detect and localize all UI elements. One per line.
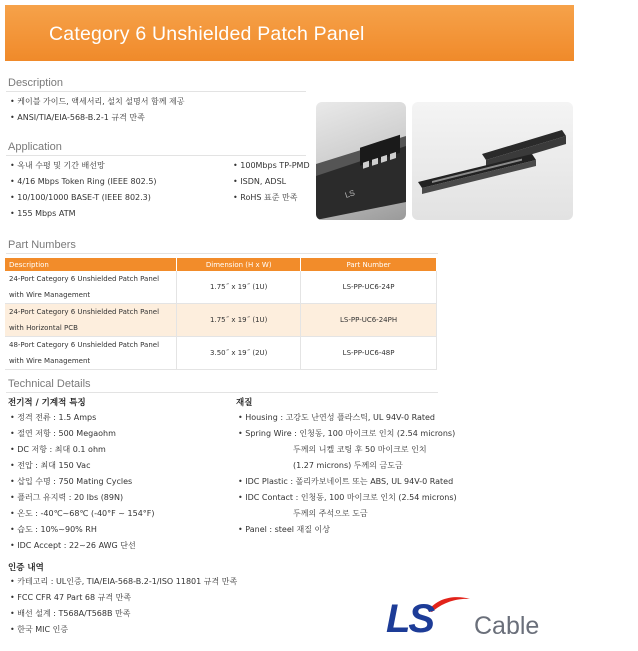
- certification-subheading: 인증 내역: [8, 563, 44, 573]
- description-line: 24-Port Category 6 Unshielded Patch Panel: [9, 308, 160, 316]
- description-line: with Wire Management: [9, 357, 91, 365]
- application-item: • RoHS 표준 만족: [233, 193, 298, 202]
- description-cell: [5, 271, 177, 304]
- dimension-cell: 1.75˝ x 19˝ (1U): [177, 304, 301, 337]
- logo-cable-text: Cable: [474, 612, 540, 640]
- electrical-item: • 플러그 유지력 : 20 lbs (89N): [10, 493, 124, 502]
- description-heading: Description: [8, 77, 64, 89]
- description-item: • 케이블 가이드, 액세서리, 설치 설명서 함께 제공: [10, 97, 185, 106]
- electrical-item: • IDC Accept : 22~26 AWG 단선: [10, 541, 136, 550]
- part-number-cell: LS-PP-UC6-48P: [301, 337, 437, 370]
- application-item: • 10/100/1000 BASE-T (IEEE 802.3): [10, 193, 151, 202]
- part-number-cell: LS-PP-UC6-24PH: [301, 304, 437, 337]
- application-item: • 100Mbps TP-PMD: [233, 161, 310, 170]
- description-line: 48-Port Category 6 Unshielded Patch Panel: [9, 341, 160, 349]
- description-item: • ANSI/TIA/EIA-568-B.2-1 규격 만족: [10, 113, 145, 122]
- column-header: Part Number: [301, 258, 437, 271]
- technical-divider: [6, 392, 438, 393]
- material-subheading: 재질: [236, 398, 253, 408]
- material-item: • Panel : steel 재질 이상: [238, 525, 330, 534]
- electrical-subheading: 전기적 / 기계적 특징: [8, 398, 86, 408]
- certification-item: • 카테고리 : UL인증, TIA/EIA-568-B.2-1/ISO 11801 규격 만족: [10, 577, 238, 586]
- electrical-item: • 정격 전류 : 1.5 Amps: [10, 413, 97, 422]
- part-number-cell: LS-PP-UC6-24P: [301, 271, 437, 304]
- page-title: Category 6 Unshielded Patch Panel: [49, 23, 365, 45]
- description-line: 24-Port Category 6 Unshielded Patch Panel: [9, 275, 160, 283]
- application-divider: [6, 155, 306, 156]
- description-line: with Horizontal PCB: [9, 324, 78, 332]
- certification-item: • 한국 MIC 인증: [10, 625, 69, 634]
- description-divider: [6, 91, 306, 92]
- material-item: • Spring Wire : 인청동, 100 마이크로 인치 (2.54 microns): [238, 429, 456, 438]
- table-row: [5, 337, 437, 370]
- electrical-item: • 전압 : 최대 150 Vac: [10, 461, 91, 470]
- patch-panel-closeup-image: [316, 102, 406, 220]
- electrical-item: • 삽입 수명 : 750 Mating Cycles: [10, 477, 133, 486]
- table-row: [5, 271, 437, 304]
- material-item: • IDC Contact : 인청동, 100 마이크로 인치 (2.54 microns): [238, 493, 457, 502]
- material-item-continuation: 두께의 니켈 코팅 후 50 마이크로 인치: [293, 445, 427, 454]
- title-banner: [5, 5, 574, 61]
- application-item: • ISDN, ADSL: [233, 177, 287, 186]
- application-item: • 옥내 수평 및 기간 배선망: [10, 161, 105, 170]
- column-header: Description: [5, 258, 177, 271]
- table-header-row: [5, 258, 437, 271]
- description-cell: [5, 304, 177, 337]
- table-row: [5, 304, 437, 337]
- application-item: • 4/16 Mbps Token Ring (IEEE 802.5): [10, 177, 157, 186]
- part-numbers-heading: Part Numbers: [8, 239, 76, 251]
- application-heading: Application: [8, 141, 62, 153]
- material-item-continuation: 두께의 주석으로 도금: [293, 509, 368, 518]
- electrical-item: • 온도 : -40℃~68℃ (-40°F ~ 154°F): [10, 509, 155, 518]
- technical-heading: Technical Details: [8, 378, 91, 390]
- dimension-cell: 1.75˝ x 19˝ (1U): [177, 271, 301, 304]
- description-line: with Wire Management: [9, 291, 91, 299]
- certification-item: • FCC CFR 47 Part 68 규격 만족: [10, 593, 132, 602]
- material-item: • IDC Plastic : 폴리카보네이트 또는 ABS, UL 94V-0 Rated: [238, 477, 454, 486]
- part-numbers-divider: [6, 253, 438, 254]
- logo-ls-text: LS: [386, 597, 434, 641]
- material-item: • Housing : 고강도 난연성 플라스틱, UL 94V-0 Rated: [238, 413, 435, 422]
- dimension-cell: 3.50˝ x 19˝ (2U): [177, 337, 301, 370]
- column-header: Dimension (H x W): [177, 258, 301, 271]
- description-cell: [5, 337, 177, 370]
- patch-panel-product-image: [412, 102, 573, 220]
- material-item-continuation: (1.27 microns) 두께의 금도금: [293, 461, 403, 470]
- ls-cable-logo: [386, 595, 556, 643]
- certification-item: • 배선 설계 : T568A/T568B 만족: [10, 609, 131, 618]
- application-item: • 155 Mbps ATM: [10, 209, 76, 218]
- electrical-item: • DC 저항 : 최대 0.1 ohm: [10, 445, 106, 454]
- part-numbers-table: [5, 258, 437, 370]
- electrical-item: • 습도 : 10%~90% RH: [10, 525, 97, 534]
- svg-text:LS: LS: [343, 188, 356, 200]
- electrical-item: • 절연 저항 : 500 Megaohm: [10, 429, 116, 438]
